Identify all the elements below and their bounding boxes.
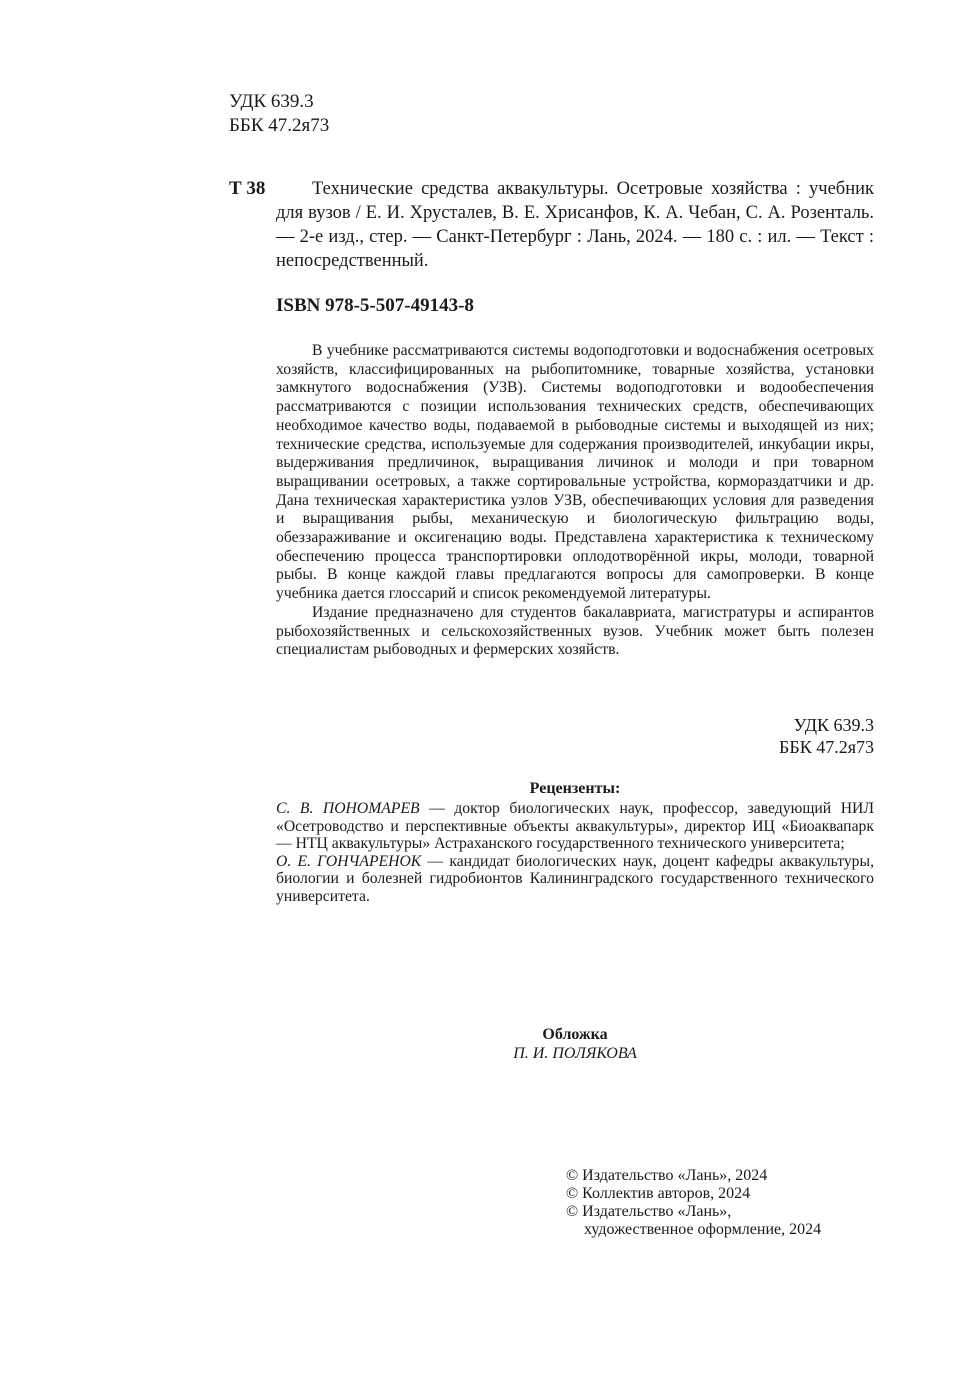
copyright-line: © Издательство «Лань», 2024 (566, 1167, 768, 1184)
copyright-line: художественное оформление, 2024 (584, 1221, 822, 1238)
udk-code: УДК 639.3 (229, 91, 314, 112)
reviewers-list (276, 800, 874, 906)
copyright-block (566, 1167, 821, 1239)
cover-label: Обложка (542, 1026, 608, 1043)
reviewer-description: — доктор биологических наук, профессор, заведующий НИЛ «Осетроводство и перспективные объекты аквакультуры», директор ИЦ «Биоаквапарк — НТЦ аквакультуры» Астраханского государственного технического университета; (276, 800, 874, 853)
copyright-line: © Издательство «Лань», (566, 1203, 732, 1220)
reviewer-description: — кандидат биологических наук, доцент кафедры аквакультуры, биологии и болезней гидробионтов Калининградского государственного технического университета. (276, 852, 874, 905)
bbk-code: ББК 47.2я73 (229, 115, 330, 136)
udk-code: УДК 639.3 (793, 715, 874, 735)
bbk-code: ББК 47.2я73 (779, 737, 874, 757)
bibliographic-record-text: Технические средства аквакультуры. Осетровые хозяйства : учебник для вузов / Е. И. Хрусталев, В. Е. Хрисанфов, К. А. Чебан, С. А. Розенталь. — 2-е изд., стер. — Санкт-Петербург : Лань, 2024. — 180 с. : ил. — Текст : непосредственный. (276, 179, 874, 271)
isbn: ISBN 978-5-507-49143-8 (276, 295, 474, 316)
author-mark: Т 38 (229, 178, 266, 199)
reviewers-heading: Рецензенты: (529, 780, 621, 797)
reviewer-name: О. Е. ГОНЧАРЕНОК (276, 852, 422, 870)
abstract-paragraph: Издание предназначено для студентов бакалавриата, магистратуры и аспирантов рыбохозяйственных и сельскохозяйственных вузов. Учебник может быть полезен специалистам рыбоводных и фермерских хозяйств. (276, 603, 874, 659)
reviewer-name: С. В. ПОНОМАРЕВ (276, 800, 420, 817)
reviewer-entry (276, 853, 874, 906)
cover-credit (276, 1025, 874, 1063)
abstract (276, 342, 874, 660)
cover-designer: П. И. ПОЛЯКОВА (513, 1045, 637, 1062)
bibliographic-record (276, 177, 874, 273)
reviewer-entry (276, 800, 874, 853)
classification-codes-top (229, 90, 329, 138)
copyright-line: © Коллектив авторов, 2024 (566, 1185, 751, 1202)
abstract-paragraph: В учебнике рассматриваются системы водоподготовки и водоснабжения осетровых хозяйств, классифицированных на рыбопитомнике, товарные хозяйства, установки замкнутого водоснабжения (УЗВ). Системы водоподготовки и водообеспечения рассматриваются с позиции использования технических средств, обеспечивающих необходимое качество воды, подаваемой в рыбоводные системы и выходящей из них; технические средства, используемые для содержания производителей, инкубации икры, выдерживания предличинок, выращивания личинок и молоди и при товарном выращивании осетровых, а также сортировальные устройства, кормораздатчики и др. Дана техническая характеристика узлов УЗВ, обеспечивающих условия для разведения и выращивания рыбы, механическую и биологическую фильтрацию воды, обеззараживание и оксигенацию воды. Представлена характеристика к техническому обеспечению процесса транспортировки оплодотворённой икры, молоди, товарной рыбы. В конце каждой главы предлагаются вопросы для самопроверки. В конце учебника дается глоссарий и список рекомендуемой литературы. (276, 342, 874, 603)
classification-codes-bottom (600, 714, 874, 758)
